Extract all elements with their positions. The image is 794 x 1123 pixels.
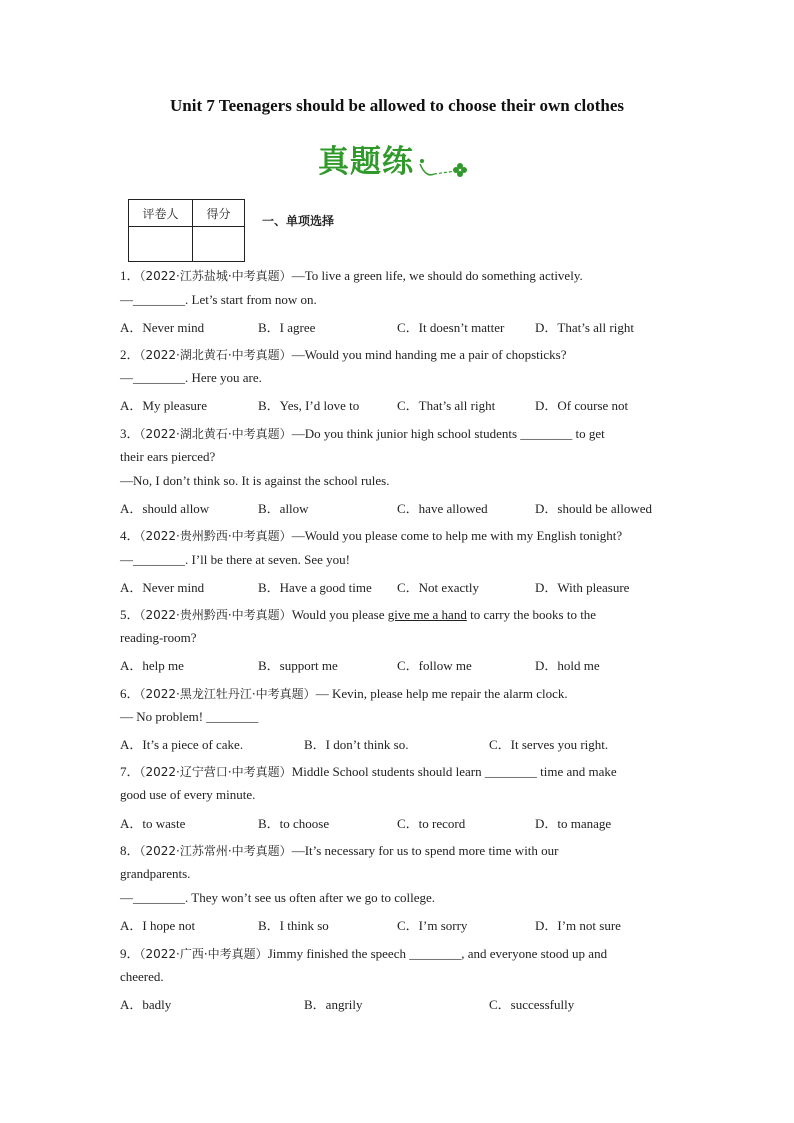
question-number: 2． (120, 347, 140, 362)
option-a[interactable]: A．I hope not (120, 918, 196, 933)
score-header: 得分 (193, 200, 245, 227)
question-number: 4． (120, 528, 140, 543)
question-source: （2022·黑龙江牡丹江·中考真题） (139, 687, 316, 701)
option-row (120, 317, 700, 335)
option-row (120, 498, 700, 516)
question-text: Middle School students should learn ________ time and make (291, 764, 617, 779)
question-line: good use of every minute. (120, 787, 256, 802)
option-row (120, 395, 700, 413)
option-c[interactable]: C．successfully (489, 997, 575, 1012)
question-line: reading-room? (120, 630, 197, 645)
question-source: （2022·江苏常州·中考真题） (139, 844, 292, 858)
question-line: their ears pierced? (120, 449, 216, 464)
option-c[interactable]: C．to record (397, 816, 466, 831)
question-text: Would you please (291, 607, 388, 622)
option-row (120, 915, 700, 933)
question-text: to carry the books to the (466, 607, 597, 622)
question-text: — Kevin, please help me repair the alarm clock. (315, 686, 568, 701)
question-number: 5． (120, 607, 140, 622)
question-number: 7． (120, 764, 140, 779)
option-b[interactable]: B．angrily (304, 997, 363, 1012)
section-heading: 一、单项选择 (262, 214, 335, 228)
option-a[interactable]: A．Never mind (120, 320, 205, 335)
option-c[interactable]: C．have allowed (397, 501, 488, 516)
question-8 (120, 840, 559, 859)
underlined-phrase: give me a hand (387, 607, 467, 622)
option-a[interactable]: A．help me (120, 658, 184, 673)
option-b[interactable]: B．I think so (258, 918, 329, 933)
option-row (120, 577, 700, 595)
option-c[interactable]: C．It doesn’t matter (397, 320, 505, 335)
option-row (120, 813, 700, 831)
question-text: —Do you think junior high school students ________ to get (291, 426, 605, 441)
grader-header: 评卷人 (129, 200, 193, 227)
question-source: （2022·湖北黄石·中考真题） (139, 427, 292, 441)
option-d[interactable]: D．should be allowed (535, 501, 652, 516)
option-c[interactable]: C．It serves you right. (489, 737, 609, 752)
question-line: —________. They won’t see us often after we go to college. (120, 890, 436, 905)
question-line: —________. Here you are. (120, 370, 262, 385)
question-line: —________. Let’s start from now on. (120, 292, 317, 307)
option-b[interactable]: B．Yes, I’d love to (258, 398, 360, 413)
clover-decoration-icon (416, 156, 472, 182)
option-d[interactable]: D．to manage (535, 816, 612, 831)
option-d[interactable]: D．With pleasure (535, 580, 630, 595)
option-a[interactable]: A．should allow (120, 501, 210, 516)
question-line: cheered. (120, 969, 164, 984)
question-source: （2022·湖北黄石·中考真题） (139, 348, 292, 362)
option-d[interactable]: D．Of course not (535, 398, 629, 413)
option-c[interactable]: C．follow me (397, 658, 472, 673)
question-source: （2022·辽宁营口·中考真题） (139, 765, 292, 779)
option-row (120, 734, 700, 752)
option-c[interactable]: C．I’m sorry (397, 918, 468, 933)
section-banner (318, 136, 478, 188)
question-line: —________. I’ll be there at seven. See you! (120, 552, 350, 567)
option-c[interactable]: C．Not exactly (397, 580, 479, 595)
question-source: （2022·贵州黔西·中考真题） (139, 608, 292, 622)
score-cell[interactable] (193, 227, 245, 262)
option-a[interactable]: A．It’s a piece of cake. (120, 737, 244, 752)
question-text: —Would you mind handing me a pair of chopsticks? (291, 347, 567, 362)
question-number: 9． (120, 946, 140, 961)
option-row (120, 994, 700, 1012)
option-b[interactable]: B．Have a good time (258, 580, 372, 595)
option-c[interactable]: C．That’s all right (397, 398, 496, 413)
page-title: Unit 7 Teenagers should be allowed to choose their own clothes (170, 96, 624, 115)
question-text: —Would you please come to help me with my English tonight? (291, 528, 623, 543)
option-d[interactable]: D．hold me (535, 658, 600, 673)
question-source: （2022·江苏盐城·中考真题） (139, 269, 292, 283)
option-d[interactable]: D．I’m not sure (535, 918, 621, 933)
question-line: grandparents. (120, 866, 191, 881)
option-d[interactable]: D．That’s all right (535, 320, 634, 335)
option-row (120, 655, 700, 673)
question-1 (120, 265, 583, 284)
question-4 (120, 525, 622, 544)
question-text: —To live a green life, we should do something actively. (291, 268, 583, 283)
question-9 (120, 943, 607, 962)
question-3 (120, 423, 605, 442)
banner-text: 真题练 (318, 144, 414, 180)
question-2 (120, 344, 566, 363)
grader-cell[interactable] (129, 227, 193, 262)
question-text: —It’s necessary for us to spend more time with our (291, 843, 559, 858)
question-source: （2022·贵州黔西·中考真题） (139, 529, 292, 543)
question-line: — No problem! ________ (120, 709, 259, 724)
question-5 (120, 604, 596, 623)
option-a[interactable]: A．badly (120, 997, 172, 1012)
question-number: 6． (120, 686, 140, 701)
question-number: 8． (120, 843, 140, 858)
question-6 (120, 683, 568, 702)
option-b[interactable]: B．support me (258, 658, 338, 673)
question-text: Jimmy finished the speech ________, and everyone stood up and (267, 946, 608, 961)
option-b[interactable]: B．to choose (258, 816, 330, 831)
question-line: —No, I don’t think so. It is against the school rules. (120, 473, 390, 488)
question-number: 3． (120, 426, 140, 441)
option-a[interactable]: A．to waste (120, 816, 186, 831)
option-b[interactable]: B．allow (258, 501, 309, 516)
option-a[interactable]: A．Never mind (120, 580, 205, 595)
option-b[interactable]: B．I agree (258, 320, 316, 335)
option-a[interactable]: A．My pleasure (120, 398, 208, 413)
question-source: （2022·广西·中考真题） (139, 947, 268, 961)
score-table (128, 199, 245, 262)
question-7 (120, 761, 617, 780)
option-b[interactable]: B．I don’t think so. (304, 737, 409, 752)
question-number: 1． (120, 268, 140, 283)
